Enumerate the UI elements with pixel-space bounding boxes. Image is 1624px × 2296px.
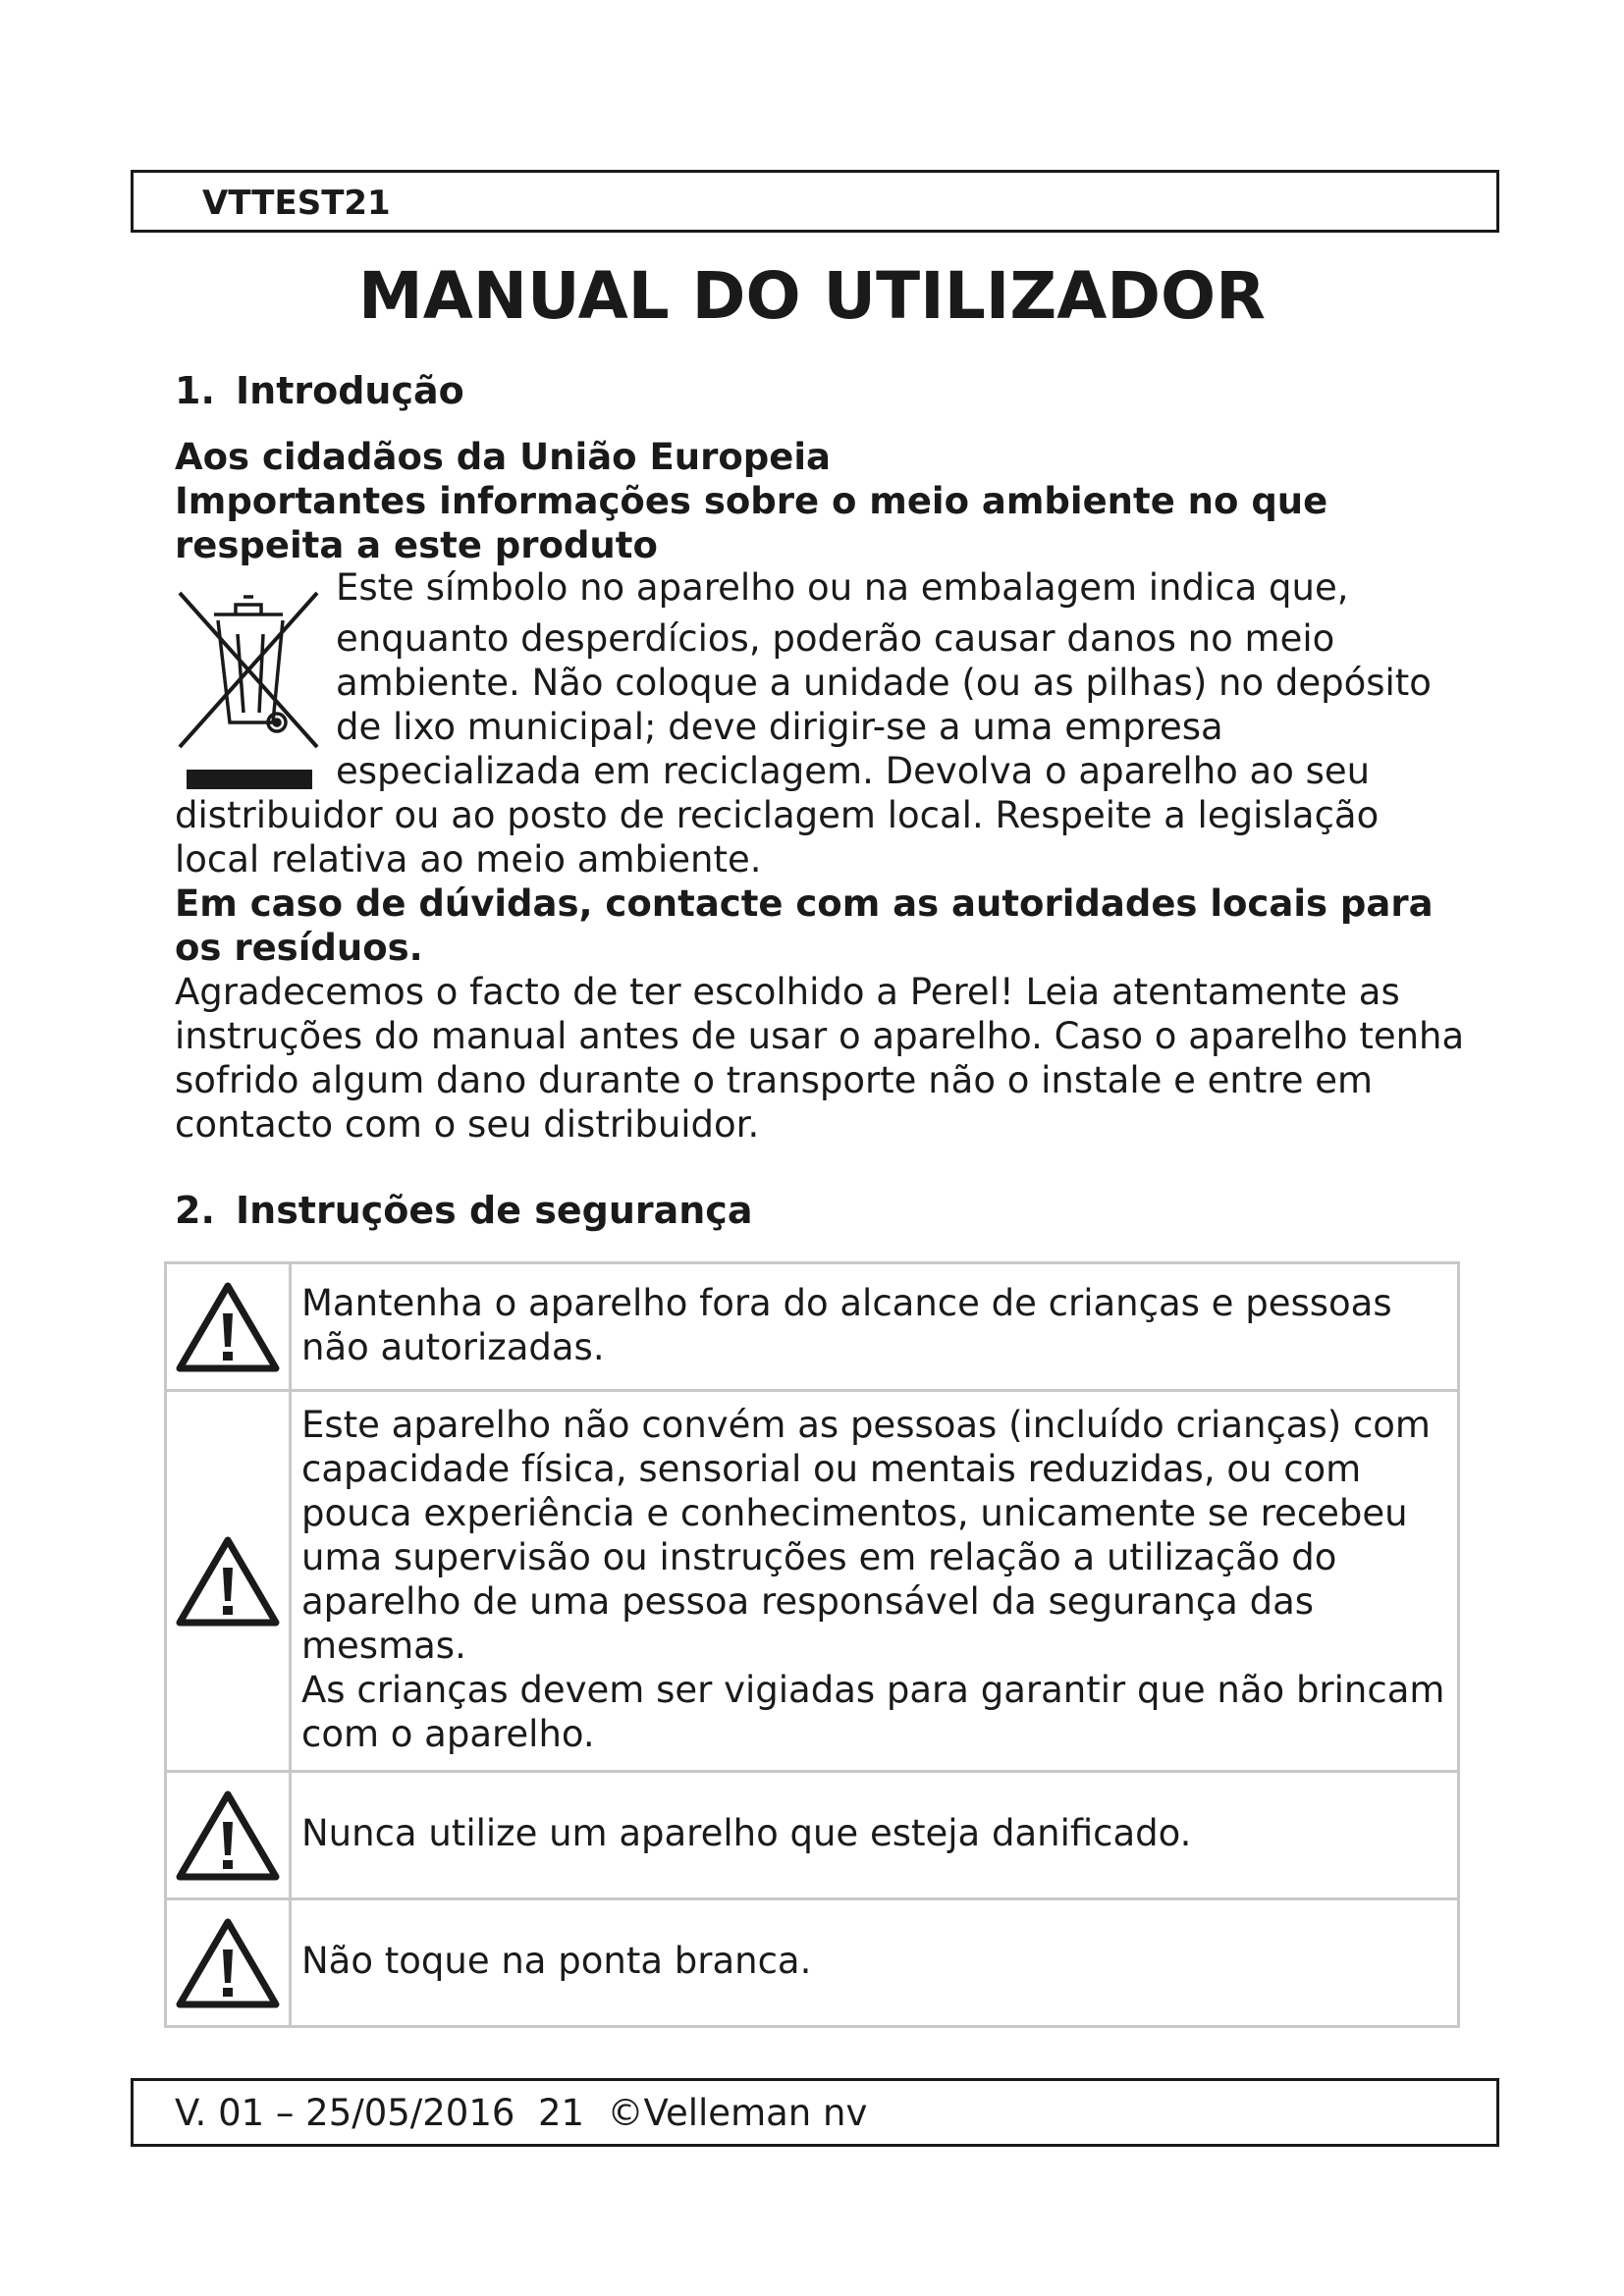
- section-1-heading: [175, 368, 464, 413]
- warning-triangle-icon: [174, 1916, 282, 2010]
- safety-text: Nunca utilize um aparelho que esteja danificado.: [291, 1772, 1459, 1899]
- section-2-number: 2.: [175, 1189, 215, 1232]
- weee-line: ambiente. Não coloque a unidade (ou as pilhas) no depósito: [336, 662, 1432, 704]
- weee-crossed-bin-icon: [175, 575, 322, 793]
- weee-bar: [187, 770, 312, 789]
- thanks-paragraph: Agradecemos o facto de ter escolhido a Perel! Leia atentamente as instruções do manual antes de usar o aparelho. Caso o aparelho tenha sofrido algum dano durante o transporte não o instale e entre em contacto com o seu distribuidor.: [175, 971, 1465, 1146]
- safety-text: Este aparelho não convém as pessoas (incluído crianças) com capacidade física, sensorial ou mentais reduzidas, ou com pouca experiência e conhecimentos, unicamente se recebeu uma supervisão ou instruções em relação a utilização do aparelho de uma pessoa responsável da segurança das mesmas.: [301, 1403, 1431, 1667]
- safety-text-cell: [291, 1391, 1459, 1772]
- safety-icon-cell: [166, 1263, 291, 1391]
- section-1-number: 1.: [175, 369, 215, 412]
- model-number: VTTEST21: [202, 184, 391, 223]
- safety-table: [164, 1261, 1460, 2028]
- safety-icon-cell: [166, 1391, 291, 1772]
- header-box: [131, 170, 1499, 233]
- eu-citizens-heading: Aos cidadãos da União Europeia: [175, 436, 831, 478]
- safety-icon-cell: [166, 1772, 291, 1899]
- safety-row: [166, 1391, 1459, 1772]
- weee-line: especializada em reciclagem. Devolva o aparelho ao seu: [336, 750, 1371, 792]
- environment-heading: Importantes informações sobre o meio ambiente no que respeita a este produto: [175, 480, 1328, 566]
- safety-icon-cell: [166, 1899, 291, 2027]
- warning-triangle-icon: [174, 1534, 282, 1629]
- section-1-title: Introdução: [236, 369, 464, 412]
- warning-triangle-icon: [174, 1280, 282, 1374]
- doubts-notice: Em caso de dúvidas, contacte com as autoridades locais para os resíduos.: [175, 882, 1434, 969]
- safety-row: [166, 1263, 1459, 1391]
- page-title: MANUAL DO UTILIZADOR: [358, 258, 1266, 334]
- safety-text-children: As crianças devem ser vigiadas para garantir que não brincam com o aparelho.: [301, 1668, 1445, 1755]
- warning-triangle-icon: [174, 1789, 282, 1883]
- safety-text: Não toque na ponta branca.: [291, 1899, 1459, 2027]
- safety-text: Mantenha o aparelho fora do alcance de crianças e pessoas não autorizadas.: [291, 1263, 1459, 1391]
- footer-text: V. 01 – 25/05/2016 21 ©Velleman nv: [175, 2092, 868, 2134]
- weee-line: Este símbolo no aparelho ou na embalagem indica que,: [336, 566, 1349, 609]
- safety-row: [166, 1899, 1459, 2027]
- weee-continuation: distribuidor ou ao posto de reciclagem local. Respeite a legislação local relativa ao meio ambiente.: [175, 794, 1380, 881]
- weee-text-block: [336, 565, 1475, 793]
- weee-line: de lixo municipal; deve dirigir-se a uma empresa: [336, 706, 1223, 748]
- section-2-heading: [175, 1188, 752, 1233]
- safety-row: [166, 1772, 1459, 1899]
- section-2-title: Instruções de segurança: [236, 1189, 753, 1232]
- weee-line: enquanto desperdícios, poderão causar danos no meio: [336, 617, 1335, 660]
- footer-box: [131, 2078, 1499, 2147]
